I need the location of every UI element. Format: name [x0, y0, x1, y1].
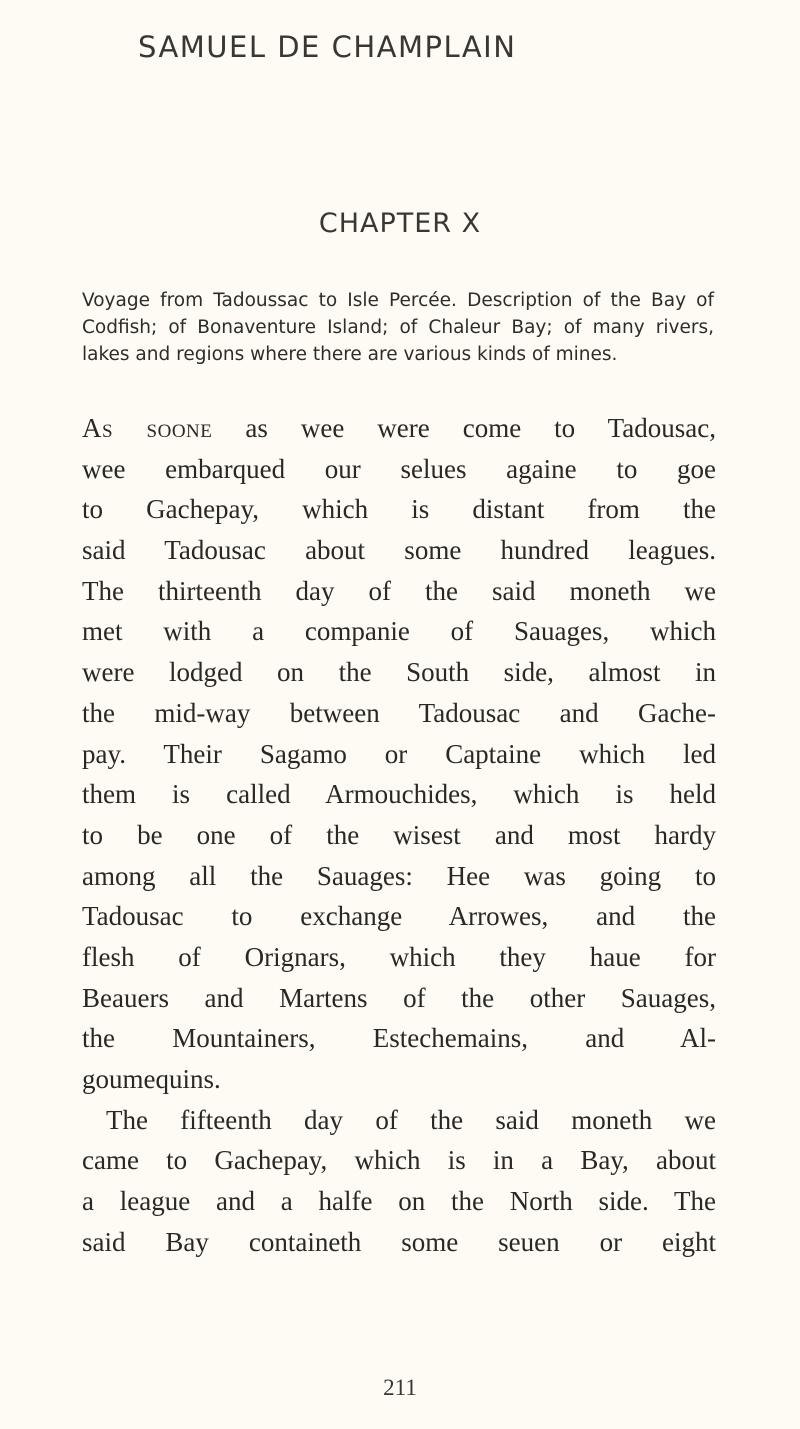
text-line: said Tadousac about some hundred leagues.: [82, 535, 716, 566]
text-line: The fifteenth day of the said moneth we: [106, 1104, 716, 1135]
text-line: The thirteenth day of the said moneth we: [82, 575, 716, 606]
text-line: flesh of Orignars, which they haue for: [82, 941, 716, 972]
page-number: 211: [383, 1375, 417, 1400]
chapter-summary: Voyage from Tadoussac to Isle Percée. Description of the Bay of Codfish; of Bonaventure Island; of Chaleur Bay; of many rivers, lakes and regions where there are various kinds of mines.: [82, 290, 714, 365]
text-line: [82, 408, 716, 449]
text-line-content: as wee were come to Tadousac,: [212, 413, 716, 443]
text-line: wee embarqued our selues againe to goe: [82, 453, 716, 484]
text-line: among all the Sauages: Hee was going to: [82, 860, 716, 891]
text-line: to Gachepay, which is distant from the: [82, 494, 716, 525]
text-line: the mid-way between Tadousac and Gache-: [82, 697, 716, 728]
running-head: SAMUEL DE CHAMPLAIN: [138, 30, 517, 64]
text-line: Tadousac to exchange Arrowes, and the: [82, 901, 716, 932]
opening-words: As soone: [82, 413, 213, 443]
text-line: the Mountainers, Estechemains, and Al-: [82, 1023, 716, 1054]
text-line: met with a companie of Sauages, which: [82, 616, 716, 647]
text-line: a league and a halfe on the North side. The: [82, 1186, 716, 1217]
text-line: Beauers and Martens of the other Sauages,: [82, 982, 716, 1013]
text-line: them is called Armouchides, which is held: [82, 779, 716, 810]
text-line: came to Gachepay, which is in a Bay, about: [82, 1145, 716, 1176]
chapter-title: CHAPTER X: [318, 208, 482, 239]
body-text: [82, 408, 716, 1262]
text-line: goumequins.: [82, 1064, 221, 1094]
text-line: pay. Their Sagamo or Captaine which led: [82, 738, 716, 769]
text-line: said Bay containeth some seuen or eight: [82, 1226, 716, 1257]
text-line: were lodged on the South side, almost in: [82, 657, 716, 688]
text-line: to be one of the wisest and most hardy: [82, 819, 716, 850]
